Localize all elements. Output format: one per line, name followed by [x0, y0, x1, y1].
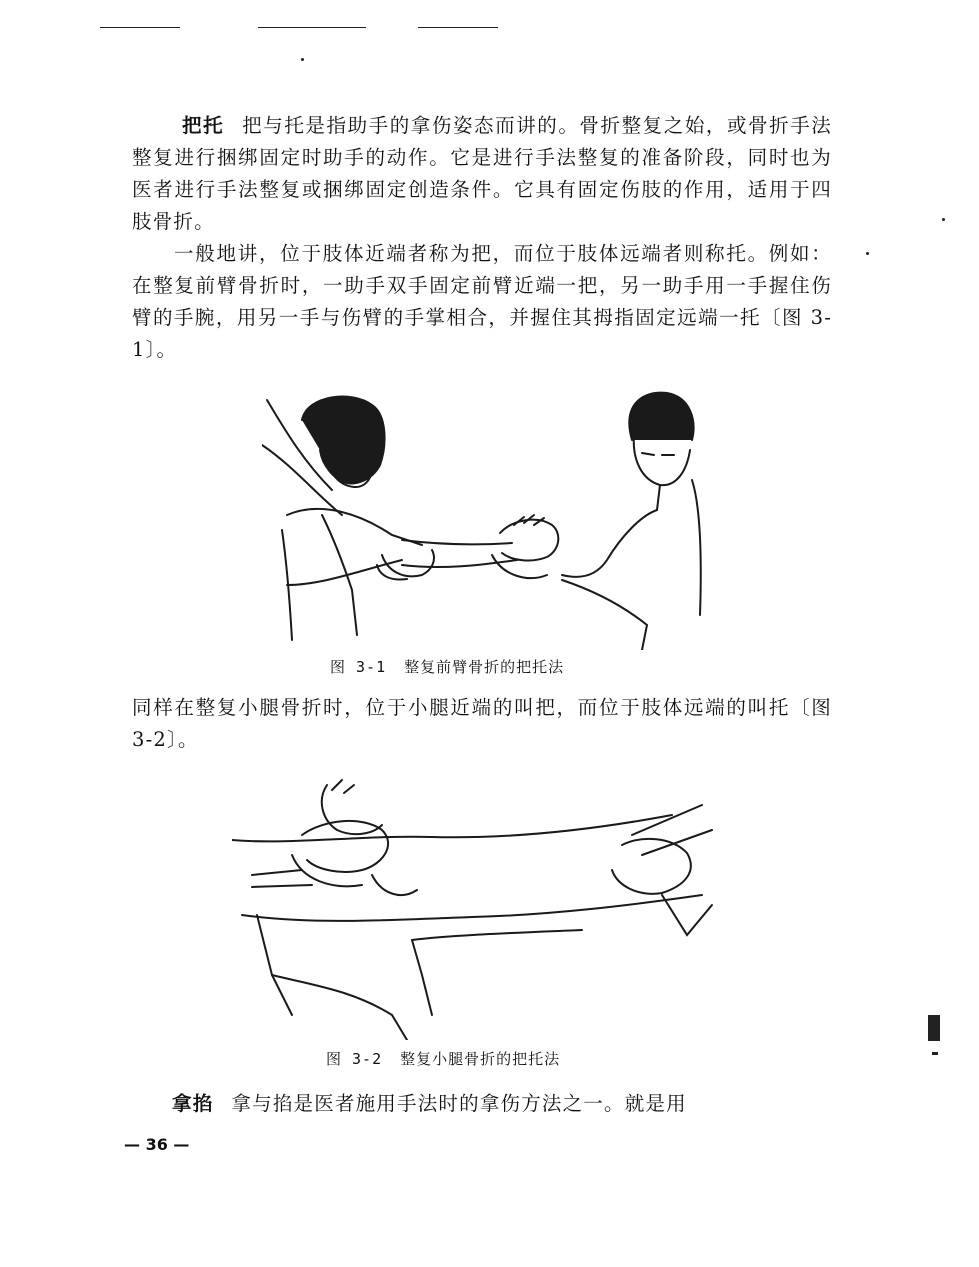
term-naqia: 拿掐 [172, 1092, 214, 1115]
paragraph-general [132, 238, 832, 366]
edge-thumb-mark [928, 1015, 940, 1041]
paragraph-naqia [132, 1088, 832, 1120]
figure-3-1-title: 整复前臂骨折的把托法 [404, 658, 565, 676]
term-batuo: 把托 [182, 114, 225, 137]
paragraph-leg [132, 692, 832, 756]
figure-3-1-illustration [262, 385, 702, 650]
figure-3-1-number: 图 3-1 [330, 658, 387, 676]
paragraph-batuo [132, 110, 832, 238]
speck [942, 218, 945, 221]
speck [866, 252, 869, 255]
figure-3-1-caption [330, 656, 564, 677]
figure-3-2-number: 图 3-2 [326, 1050, 383, 1068]
figure-3-2-title: 整复小腿骨折的把托法 [400, 1050, 561, 1068]
figure-3-2-caption [326, 1048, 560, 1069]
paragraph-general-text: 一般地讲，位于肢体近端者称为把，而位于肢体远端者则称托。例如：在整复前臂骨折时，一助手双手固定前臂近端一把，另一助手用一手握住伤臂的手腕，用另一手与伤臂的手掌相合，并握住其拇指固定远端一托〔图 3-1〕。 [132, 242, 832, 361]
header-rule-3 [418, 27, 498, 28]
header-rule-1 [100, 27, 180, 28]
page-number: — 36 — [124, 1135, 190, 1154]
header-rule-2 [258, 27, 366, 28]
paragraph-naqia-text: 拿与掐是医者施用手法时的拿伤方法之一。就是用 [231, 1092, 687, 1115]
speck [301, 58, 304, 61]
figure-3-2-illustration [232, 775, 722, 1040]
paragraph-batuo-text: 把与托是指助手的拿伤姿态而讲的。骨折整复之始，或骨折手法整复进行捆绑固定时助手的动作。它是进行手法整复的准备阶段，同时也为医者进行手法整复或捆绑固定创造条件。它具有固定伤肢的作用，适用于四肢骨折。 [132, 114, 832, 233]
paragraph-leg-text: 同样在整复小腿骨折时，位于小腿近端的叫把，而位于肢体远端的叫托〔图 3-2〕。 [132, 696, 832, 751]
edge-thumb-mark-small [932, 1052, 938, 1055]
